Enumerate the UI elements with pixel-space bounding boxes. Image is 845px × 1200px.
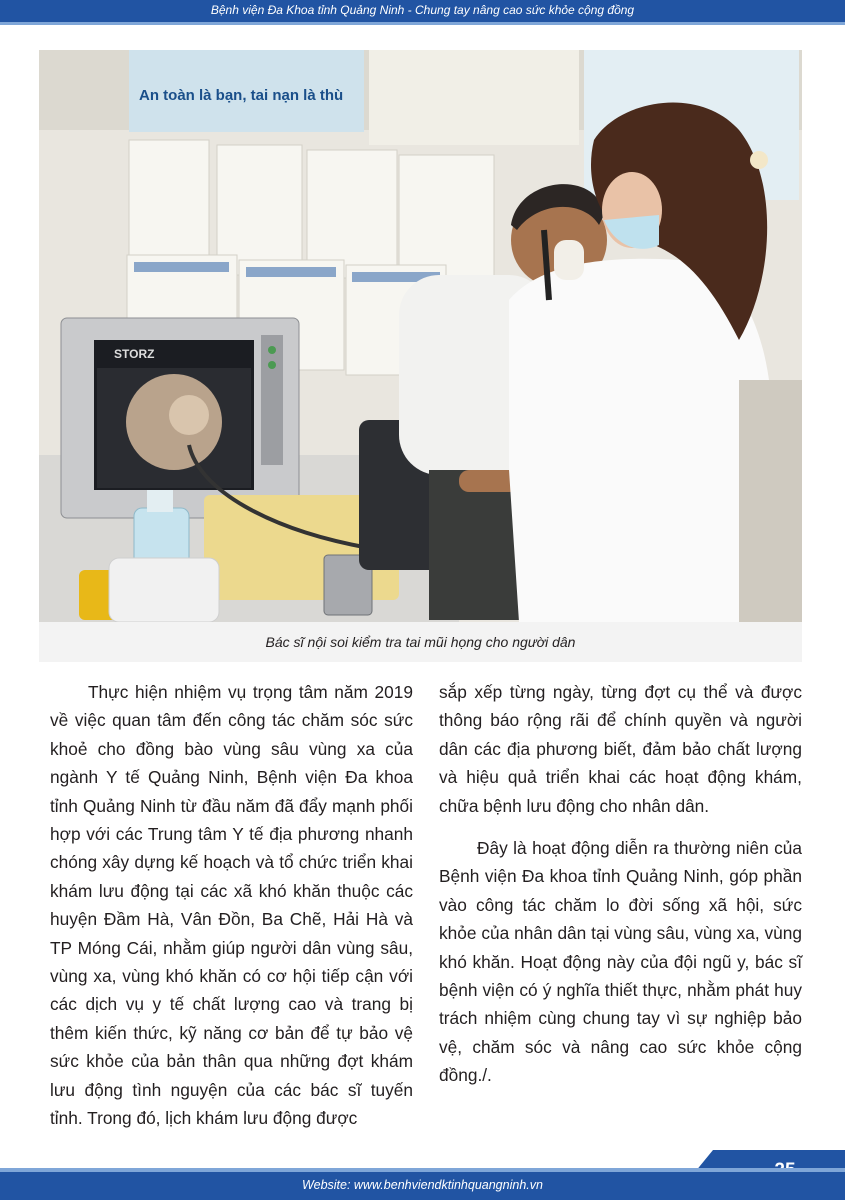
article-paragraph-2: sắp xếp từng ngày, từng đợt cụ thể và được thông báo rộng rãi để chính quyền và người dân các địa phương biết, đảm bảo chất lượng và hiệu quả triển khai các hoạt động khám, chữa bệnh lưu động cho nhân dân. [439, 682, 802, 816]
endoscopy-scene-illustration [39, 50, 802, 622]
header-tagline: Bệnh viện Đa Khoa tỉnh Quảng Ninh - Chung tay nâng cao sức khỏe cộng đồng [210, 3, 635, 17]
footer-bar [0, 1172, 845, 1200]
header-bar [0, 0, 845, 22]
article-column-right [439, 678, 802, 1090]
article-photo [39, 50, 802, 622]
photo-caption-box [39, 622, 802, 662]
article-column-left [50, 678, 413, 1133]
footer-website: Website: www.benhviendktinhquangninh.vn [302, 1178, 543, 1192]
article-paragraph-1: Thực hiện nhiệm vụ trọng tâm năm 2019 về việc quan tâm đến công tác chăm sóc sức khoẻ cho đồng bào vùng sâu vùng xa của ngành Y tế Quảng Ninh, Bệnh viện Đa khoa tỉnh Quảng Ninh từ đầu năm đã đẩy mạnh phối hợp với các Trung tâm Y tế địa phương nhanh chóng xây dựng kế hoạch và tổ chức triển khai khám lưu động tại các xã khó khăn thuộc các huyện Đầm Hà, Vân Đồn, Ba Chẽ, Hải Hà và TP Móng Cái, nhằm giúp người dân vùng sâu, vùng xa, vùng khó khăn có cơ hội tiếp cận với các dịch vụ y tế chất lượng cao và trang bị thêm kiến thức, kỹ năng cơ bản để tự bảo vệ sức khỏe của bản thân qua những đợt khám lưu động tình nguyện của các bác sĩ tuyến tỉnh. Trong đó, lịch khám lưu động được [50, 682, 413, 1129]
header-rule [0, 22, 845, 25]
monitor-brand-label: STORZ [114, 347, 155, 361]
poster-title: An toàn là bạn, tai nạn là thù [139, 87, 344, 104]
article-paragraph-3: Đây là hoạt động diễn ra thường niên của Bệnh viện Đa khoa tỉnh Quảng Ninh, góp phần vào công tác chăm lo đời sống xã hội, sức khỏe của nhân dân tại vùng sâu, vùng xa, vùng khó khăn. Hoạt động này của đội ngũ y, bác sĩ bệnh viện có ý nghĩa thiết thực, nhằm phát huy trách nhiệm cùng chung tay vì sự nghiệp bảo vệ, chăm sóc và nâng cao sức khỏe cộng đồng./. [439, 838, 802, 1086]
photo-caption: Bác sĩ nội soi kiểm tra tai mũi họng cho người dân [265, 634, 576, 650]
